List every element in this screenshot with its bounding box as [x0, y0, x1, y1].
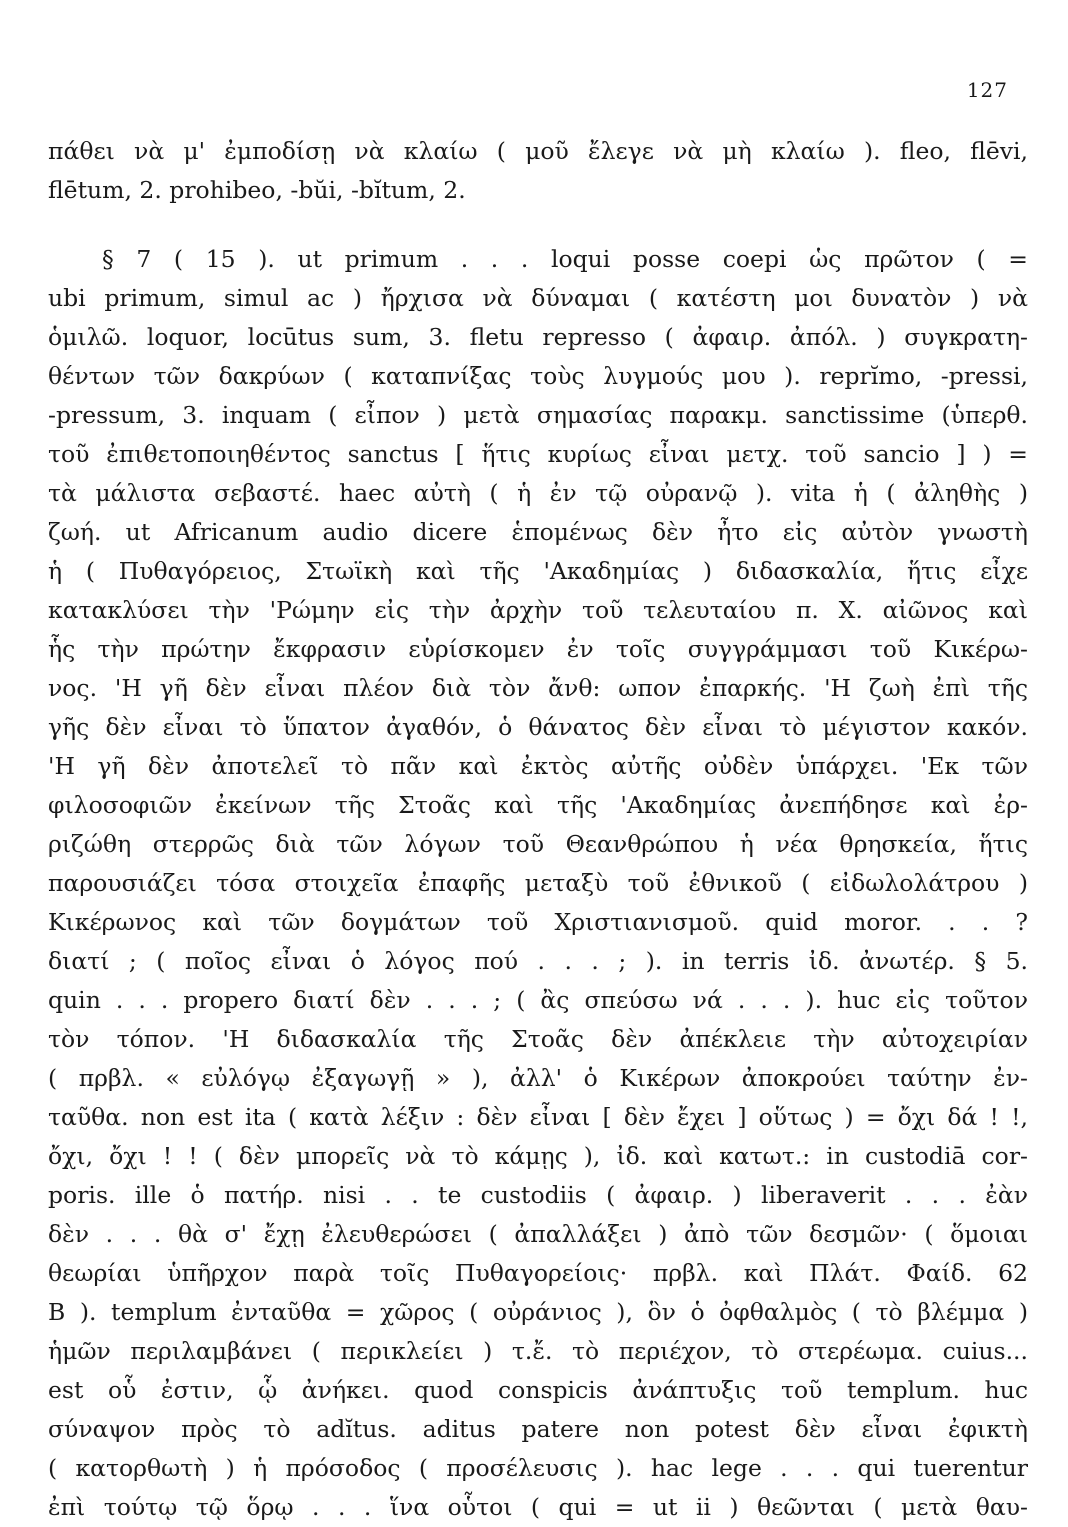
- text-line: δὲν . . . θὰ σ' ἔχῃ ἐλευθερώσει ( ἀπαλλάξει ) ἀπὸ τῶν δεσμῶν· ( ὅμοιαι: [48, 1220, 1028, 1248]
- text-line: ἧς τὴν πρώτην ἔκφρασιν εὑρίσκομεν ἐν τοῖς συγγράμμασι τοῦ Κικέρω-: [48, 635, 1028, 663]
- text-line: 'Η γῆ δὲν ἀποτελεῖ τὸ πᾶν καὶ ἐκτὸς αὐτῆς οὐδὲν ὑπάρχει. 'Εκ τῶν: [48, 752, 1028, 780]
- text-line: -pressum, 3. inquam ( εἶπον ) μετὰ σημασίας παρακμ. sanctissime (ὑπερθ.: [48, 401, 1028, 429]
- text-line: ἡ ( Πυθαγόρειος, Στωϊκὴ καὶ τῆς 'Ακαδημίας ) διδασκαλία, ἥτις εἶχε: [48, 557, 1028, 585]
- text-line: θέντων τῶν δακρύων ( καταπνίξας τοὺς λυγμούς μου ). reprĭmo, -pressi,: [48, 362, 1028, 390]
- text-line: flētum, 2. prohibeo, -bŭi, -bĭtum, 2.: [48, 176, 466, 204]
- text-line: διατί ; ( ποῖος εἶναι ὁ λόγος πού . . . ; ). in terris ἰδ. ἀνωτέρ. § 5.: [48, 947, 1028, 975]
- text-line: νος. 'Η γῆ δὲν εἶναι πλέον διὰ τὸν ἄνθ: ωπον ἐπαρκής. 'Η ζωὴ ἐπὶ τῆς: [48, 674, 1028, 702]
- text-line: γῆς δὲν εἶναι τὸ ὕπατον ἀγαθόν, ὁ θάνατος δὲν εἶναι τὸ μέγιστον κακόν.: [48, 713, 1028, 741]
- text-line: ἡμῶν περιλαμβάνει ( περικλείει ) τ.ἔ. τὸ περιέχον, τὸ στερέωμα. cuius...: [48, 1337, 1028, 1365]
- commentary-text: [48, 132, 1028, 1527]
- text-line: τοῦ ἐπιθετοποιηθέντος sanctus [ ἥτις κυρίως εἶναι μετχ. τοῦ sancio ] ) =: [48, 440, 1028, 468]
- text-line: ταῦθα. non est ita ( κατὰ λέξιν : δὲν εἶναι [ δὲν ἔχει ] οὕτως ) = ὄχι δά ! !,: [48, 1103, 1028, 1131]
- text-line: ὁμιλῶ. loquor, locūtus sum, 3. fletu represso ( ἀφαιρ. ἀπόλ. ) συγκρατη-: [48, 323, 1028, 351]
- text-line: παρουσιάζει τόσα στοιχεῖα ἐπαφῆς μεταξὺ τοῦ ἐθνικοῦ ( εἰδωλολάτρου ): [48, 869, 1028, 897]
- text-line: πάθει νὰ μ' ἐμποδίσῃ νὰ κλαίω ( μοῦ ἔλεγε νὰ μὴ κλαίω ). fleo, flēvi,: [48, 137, 1028, 165]
- paragraph-gap: [48, 210, 1028, 240]
- text-line: ( κατορθωτὴ ) ἡ πρόσοδος ( προσέλευσις ). hac lege . . . qui tuerentur: [48, 1454, 1028, 1482]
- text-line: ἐπὶ τούτῳ τῷ ὅρῳ . . . ἵνα οὗτοι ( qui = ut ii ) θεῶνται ( μετὰ θαυ-: [48, 1493, 1028, 1521]
- text-line: ὄχι, ὄχι ! ! ( δὲν μπορεῖς νὰ τὸ κάμῃς ), ἰδ. καὶ κατωτ.: in custodiā cor-: [48, 1142, 1028, 1170]
- text-line: φιλοσοφιῶν ἐκείνων τῆς Στοᾶς καὶ τῆς 'Ακαδημίας ἀνεπήδησε καὶ ἐρ-: [48, 791, 1028, 819]
- text-line: § 7 ( 15 ). ut primum . . . loqui posse coepi ὡς πρῶτον ( =: [102, 245, 1028, 273]
- paragraph-2: [48, 240, 1028, 1527]
- text-line: poris. ille ὁ πατήρ. nisi . . te custodiis ( ἀφαιρ. ) liberaverit . . . ἐὰν: [48, 1181, 1028, 1209]
- paragraph-1: [48, 132, 1028, 210]
- text-line: σύναψον πρὸς τὸ adĭtus. aditus patere non potest δὲν εἶναι ἐφικτὴ: [48, 1415, 1028, 1443]
- text-line: θεωρίαι ὑπῆρχον παρὰ τοῖς Πυθαγορείοις· πρβλ. καὶ Πλάτ. Φαίδ. 62: [48, 1259, 1028, 1287]
- text-line: Κικέρωνος καὶ τῶν δογμάτων τοῦ Χριστιανισμοῦ. quid moror. . . ?: [48, 908, 1028, 936]
- text-line: ubi primum, simul ac ) ἤρχισα νὰ δύναμαι ( κατέστη μοι δυνατὸν ) νὰ: [48, 284, 1028, 312]
- text-line: Β ). templum ἐνταῦθα = χῶρος ( οὐράνιος ), ὃν ὁ ὀφθαλμὸς ( τὸ βλέμμα ): [48, 1298, 1028, 1326]
- text-line: τὰ μάλιστα σεβαστέ. haec αὐτὴ ( ἡ ἐν τῷ οὐρανῷ ). vita ἡ ( ἀληθὴς ): [48, 479, 1028, 507]
- text-line: quin . . . propero διατί δὲν . . . ; ( ἂς σπεύσω νά . . . ). huc εἰς τοῦτον: [48, 986, 1028, 1014]
- text-line: κατακλύσει τὴν 'Ρώμην εἰς τὴν ἀρχὴν τοῦ τελευταίου π. Χ. αἰῶνος καὶ: [48, 596, 1028, 624]
- text-line: τὸν τόπον. 'Η διδασκαλία τῆς Στοᾶς δὲν ἀπέκλειε τὴν αὐτοχειρίαν: [48, 1025, 1028, 1053]
- text-line: ( πρβλ. « εὐλόγῳ ἐξαγωγῇ » ), ἀλλ' ὁ Κικέρων ἀποκρούει ταύτην ἐν-: [48, 1064, 1028, 1092]
- page-number: 127: [966, 78, 1008, 102]
- text-line: ριζώθη στερρῶς διὰ τῶν λόγων τοῦ Θεανθρώπου ἡ νέα θρησκεία, ἥτις: [48, 830, 1028, 858]
- text-line: est οὗ ἐστιν, ᾧ ἀνήκει. quod conspicis ἀνάπτυξις τοῦ templum. huc: [48, 1376, 1028, 1404]
- text-line: ζωή. ut Africanum audio dicere ἑπομένως δὲν ἦτο εἰς αὐτὸν γνωστὴ: [48, 518, 1028, 546]
